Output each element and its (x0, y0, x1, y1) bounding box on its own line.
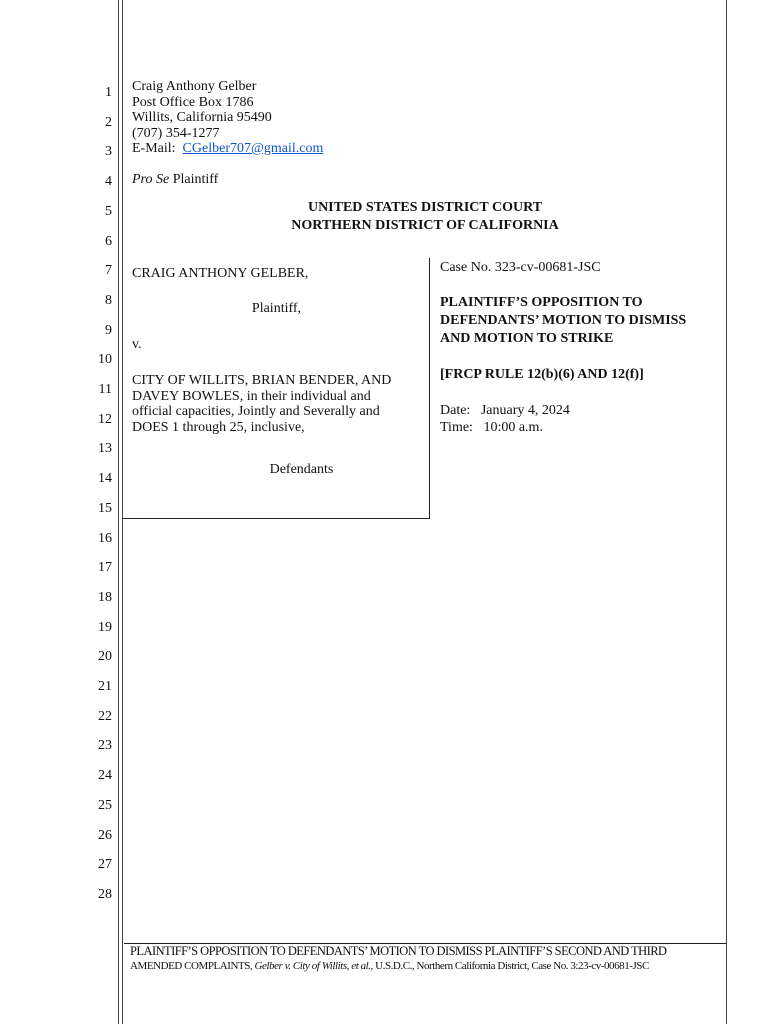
line-number: 15 (98, 500, 112, 516)
attorney-name: Craig Anthony Gelber (132, 79, 257, 94)
right-margin-rule (726, 0, 727, 1024)
defendants-line: DAVEY BOWLES, in their individual and (132, 388, 371, 404)
line-number: 13 (98, 441, 112, 457)
footer-case-caption: Gelber v. City of Willits, et al., (254, 960, 373, 972)
caption-plaintiff: CRAIG ANTHONY GELBER, (132, 266, 309, 281)
line-number: 20 (98, 649, 112, 665)
attorney-address-2: Willits, California 95490 (132, 110, 272, 125)
line-number: 22 (98, 708, 112, 724)
line-number: 17 (98, 560, 112, 576)
line-number: 8 (105, 292, 112, 308)
footer-suffix: U.S.D.C., Northern California District, Case No. 3:23-cv-00681-JSC (375, 960, 649, 972)
email-link[interactable]: CGelber707@gmail.com (182, 141, 324, 156)
title-line: PLAINTIFF’S OPPOSITION TO (440, 295, 643, 310)
hearing-date (440, 403, 570, 419)
line-number: 5 (105, 203, 112, 219)
date-value: January 4, 2024 (480, 403, 570, 418)
court-name: UNITED STATES DISTRICT COURT (307, 200, 543, 215)
line-number: 19 (98, 619, 112, 635)
case-number: Case No. 323-cv-00681-JSC (440, 260, 601, 275)
attorney-address-1: Post Office Box 1786 (132, 94, 254, 110)
date-label: Date: (440, 403, 471, 418)
line-number: 14 (98, 471, 112, 487)
line-number: 2 (105, 114, 112, 130)
pro-se-role: Plaintiff (172, 172, 219, 187)
line-number: 7 (105, 263, 112, 279)
frcp-rule: [FRCP RULE 12(b)(6) AND 12(f)] (440, 367, 644, 382)
caption-plaintiff-label: Plaintiff, (251, 301, 302, 316)
email-label: E-Mail: (132, 141, 176, 156)
court-district: NORTHERN DISTRICT OF CALIFORNIA (291, 218, 559, 233)
line-number: 9 (105, 322, 112, 338)
pro-se-line (132, 172, 218, 188)
line-number: 12 (98, 411, 112, 427)
line-number: 18 (98, 589, 112, 605)
hearing-time (440, 420, 543, 436)
line-number: 6 (105, 233, 112, 249)
line-number: 26 (98, 827, 112, 843)
line-number: 21 (98, 679, 112, 694)
defendants-line: official capacities, Jointly and Severally and (132, 404, 380, 419)
pro-se-label: Pro Se (132, 172, 170, 187)
line-number: 16 (98, 530, 112, 546)
left-margin-rule-1 (118, 0, 119, 1024)
footer-line-2 (130, 960, 724, 972)
title-line: DEFENDANTS’ MOTION TO DISMISS (440, 313, 687, 328)
caption-defendants-label: Defendants (269, 462, 334, 477)
line-number: 28 (98, 886, 112, 902)
line-number: 11 (98, 382, 112, 397)
caption-versus: v. (132, 337, 142, 352)
time-label: Time: (440, 420, 473, 435)
attorney-phone: (707) 354-1277 (132, 125, 220, 141)
attorney-email-line (132, 141, 323, 157)
line-number: 25 (98, 797, 112, 813)
line-number: 27 (98, 857, 112, 873)
line-number: 4 (105, 174, 112, 190)
line-number: 10 (98, 352, 112, 368)
line-number: 3 (105, 144, 112, 160)
line-number: 24 (98, 768, 112, 784)
line-number: 1 (105, 85, 112, 100)
defendants-line: CITY OF WILLITS, BRIAN BENDER, AND (132, 373, 392, 388)
footer-prefix: AMENDED COMPLAINTS, (130, 960, 253, 972)
line-number: 23 (98, 738, 112, 754)
defendants-line: DOES 1 through 25, inclusive, (132, 419, 305, 435)
title-line: AND MOTION TO STRIKE (440, 331, 614, 346)
footer-line-1: PLAINTIFF’S OPPOSITION TO DEFENDANTS’ MOTION TO DISMISS PLAINTIFF’S SECOND AND THIRD (130, 944, 667, 958)
time-value: 10:00 a.m. (483, 420, 543, 435)
